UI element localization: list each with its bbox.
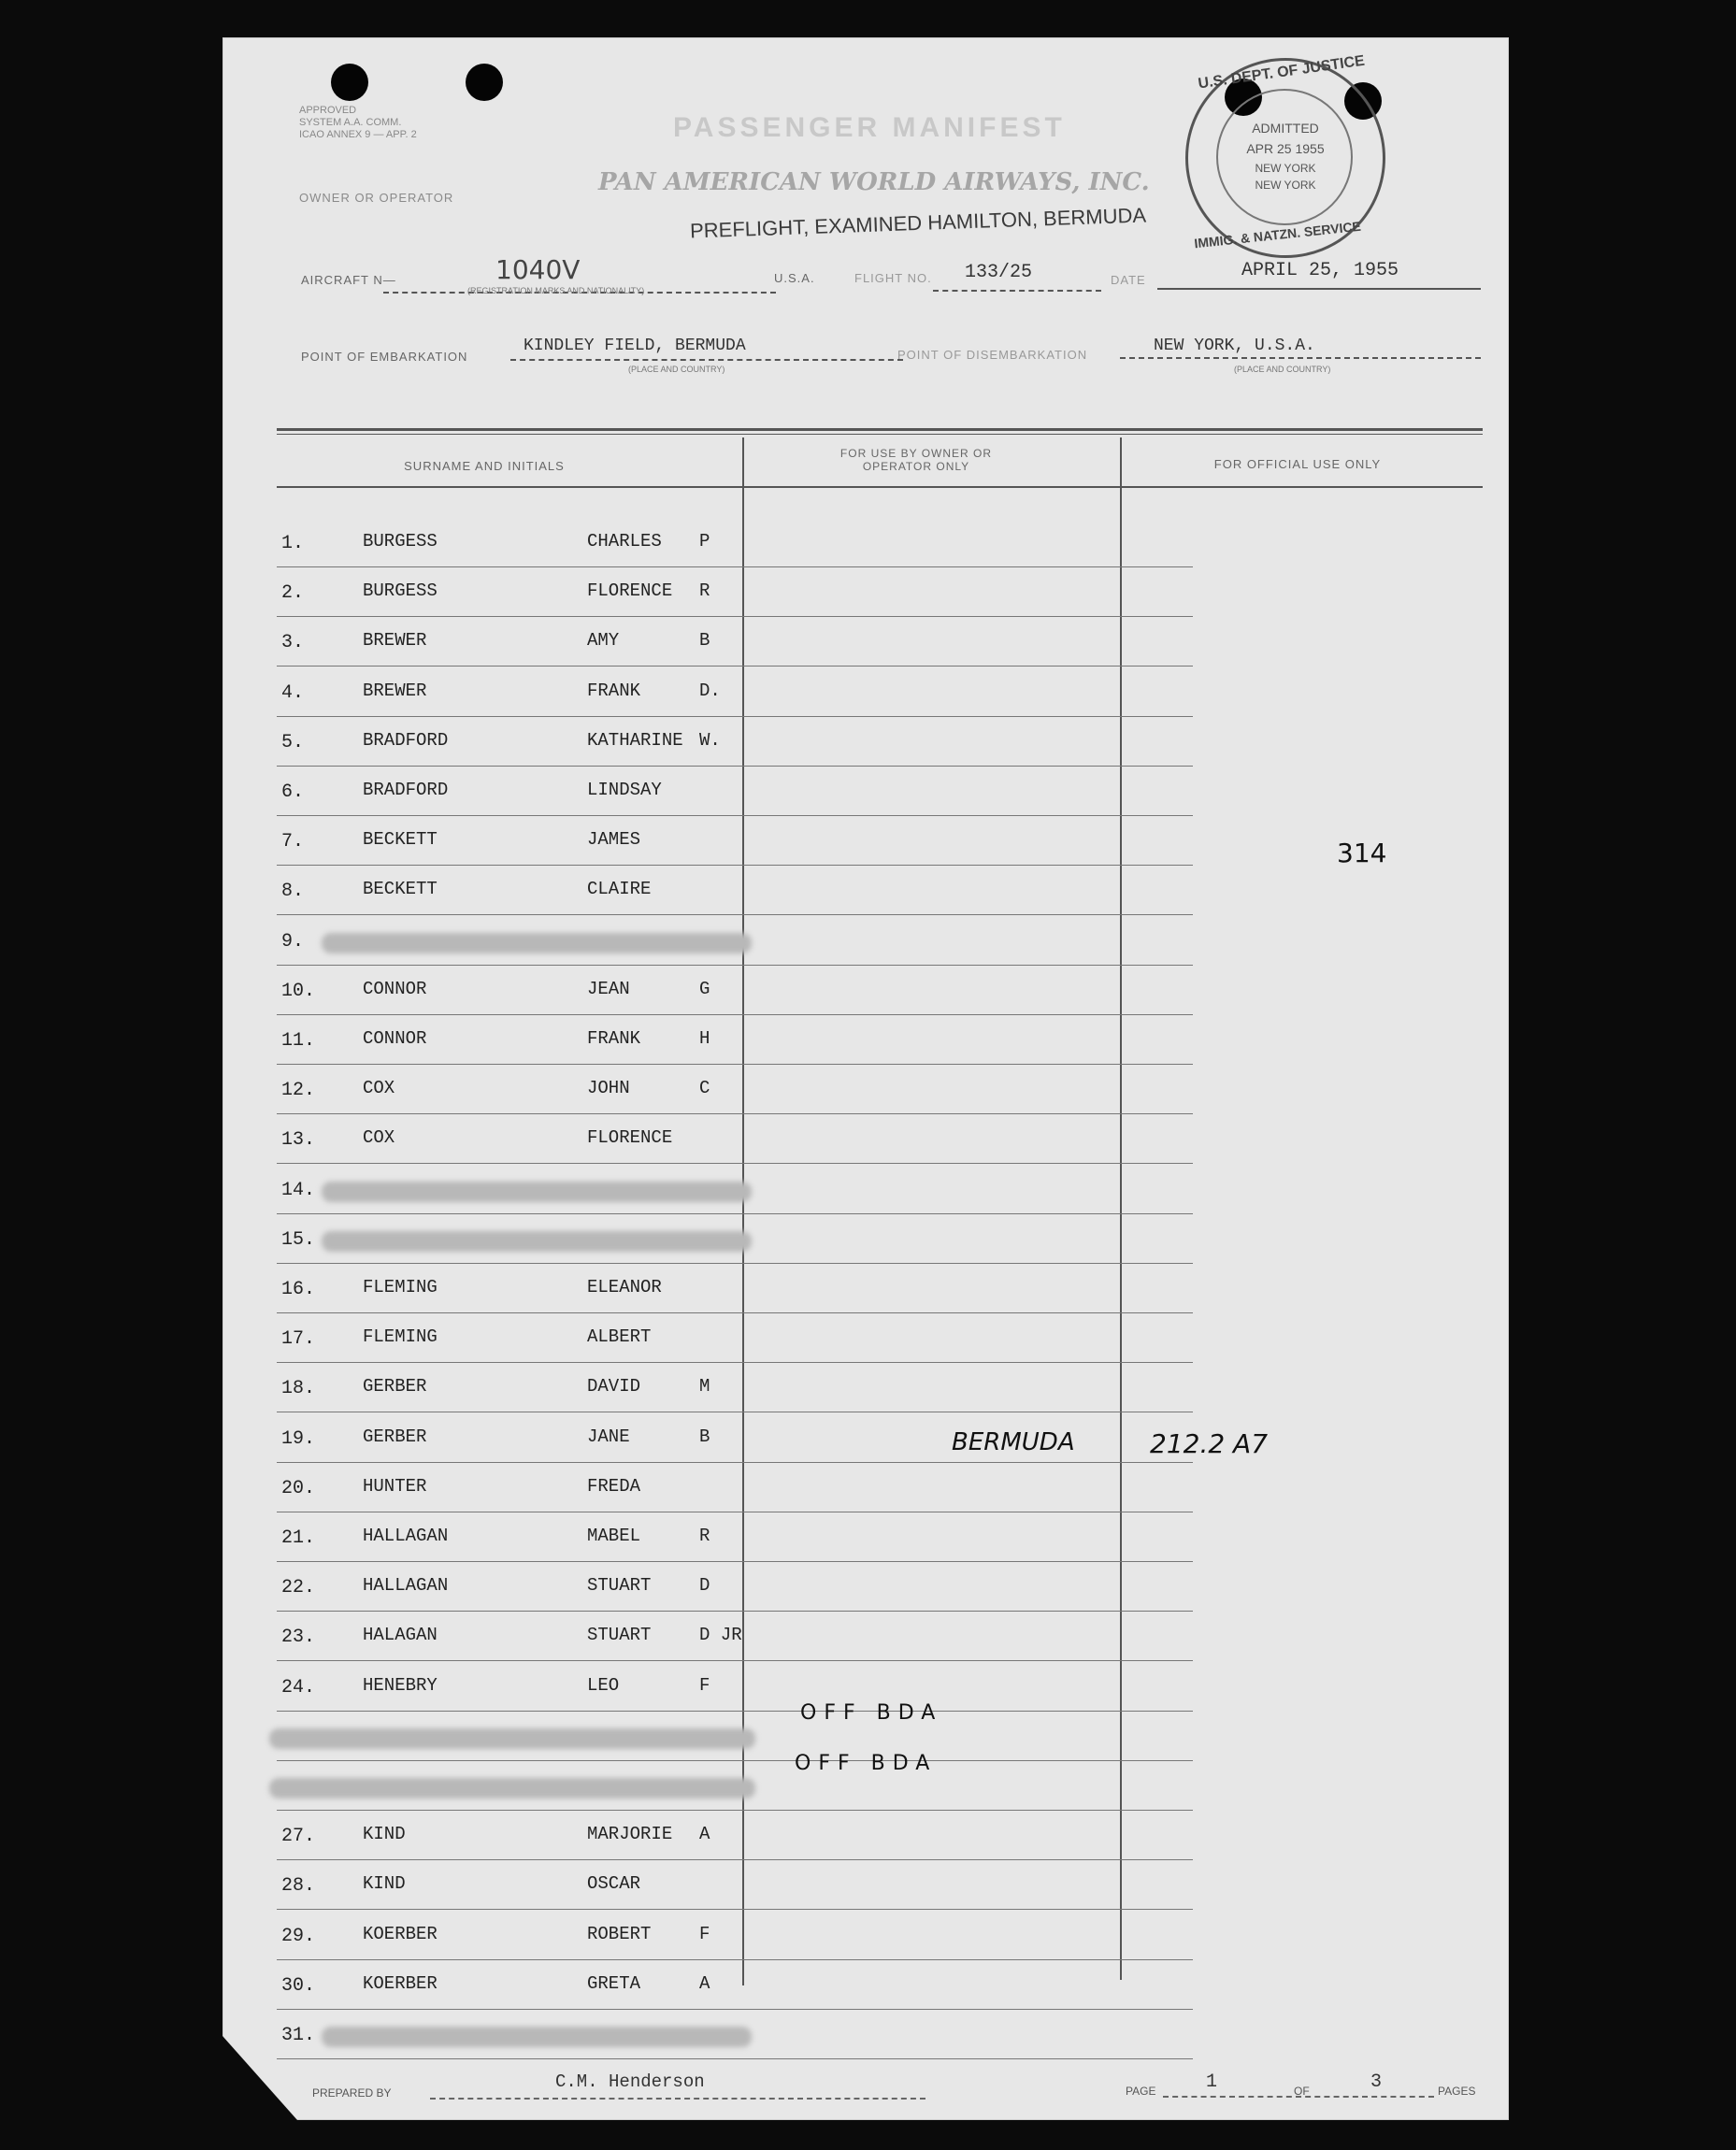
flight-value: 133/25 xyxy=(965,262,1033,283)
passenger-row xyxy=(277,1017,1455,1067)
passenger-number: 29. xyxy=(281,1925,316,1947)
row-rule xyxy=(277,766,1193,767)
passenger-given-name: DAVID xyxy=(587,1376,641,1398)
passenger-given-name: ELEANOR xyxy=(587,1277,662,1297)
handwritten-code: 212.2 A7 xyxy=(1150,1428,1269,1459)
page-value: 1 xyxy=(1206,2071,1218,2093)
stamp-date: APR 25 1955 xyxy=(1246,141,1325,156)
row-rule xyxy=(277,1810,1193,1811)
passenger-row xyxy=(277,1365,1455,1414)
passenger-given-name: KATHARINE xyxy=(587,729,683,751)
passenger-given-name: OSCAR xyxy=(587,1873,641,1895)
passenger-initial: R xyxy=(699,580,710,602)
embarkation-value: KINDLEY FIELD, BERMUDA xyxy=(524,337,746,355)
row-rule xyxy=(277,1014,1193,1015)
passenger-number: 5. xyxy=(281,731,305,753)
passenger-row xyxy=(277,520,1455,569)
passenger-number: 14. xyxy=(281,1179,316,1201)
registration-caption: (REGISTRATION MARKS AND NATIONALITY) xyxy=(467,286,645,295)
manifest-sheet xyxy=(222,37,1509,2120)
page-label: PAGE xyxy=(1126,2085,1156,2098)
stamp-status: ADMITTED xyxy=(1252,121,1319,136)
passenger-surname: GERBER xyxy=(363,1376,427,1398)
disembarkation-value: NEW YORK, U.S.A. xyxy=(1154,337,1315,355)
passenger-initial: B xyxy=(699,1426,710,1447)
date-value: APRIL 25, 1955 xyxy=(1241,260,1399,281)
passenger-given-name: CLAIRE xyxy=(587,879,652,900)
passenger-row xyxy=(277,1315,1455,1365)
passenger-number: 20. xyxy=(281,1477,316,1499)
passenger-number: 8. xyxy=(281,881,305,903)
passenger-number: 1. xyxy=(281,533,305,554)
passenger-given-name: JANE xyxy=(587,1426,630,1447)
passenger-row xyxy=(277,1564,1455,1613)
date-label: DATE xyxy=(1111,273,1146,287)
passenger-number: 13. xyxy=(281,1129,316,1152)
passenger-row xyxy=(277,1913,1455,1962)
passenger-row xyxy=(277,669,1455,719)
redaction-smudge xyxy=(269,1728,755,1749)
row-rule xyxy=(277,914,1193,915)
approval-line: ICAO ANNEX 9 — APP. 2 xyxy=(299,129,417,140)
row-rule xyxy=(277,1462,1193,1463)
passenger-number: 28. xyxy=(281,1875,316,1898)
approval-block xyxy=(299,105,417,141)
passenger-surname: KOERBER xyxy=(363,1923,438,1944)
immigration-stamp xyxy=(1185,52,1385,258)
passenger-initial: M xyxy=(699,1376,710,1398)
row-rule xyxy=(277,566,1193,567)
of-label: OF xyxy=(1294,2085,1310,2098)
embarkation-label: POINT OF EMBARKATION xyxy=(301,350,468,364)
passenger-row xyxy=(277,1465,1455,1514)
passenger-number: 30. xyxy=(281,1974,316,1997)
passenger-initial: B xyxy=(699,630,710,652)
passenger-given-name: ALBERT xyxy=(587,1326,652,1348)
passenger-initial: C xyxy=(699,1078,710,1099)
redaction-smudge xyxy=(322,1182,752,1202)
row-rule xyxy=(277,1113,1193,1114)
row-rule xyxy=(277,2009,1193,2010)
passenger-initial: G xyxy=(699,978,710,999)
row-rule xyxy=(277,1362,1193,1363)
row-rule xyxy=(277,1660,1193,1661)
passenger-initial: A xyxy=(699,1824,710,1845)
passenger-initial: D JR xyxy=(699,1625,742,1646)
passenger-row xyxy=(277,619,1455,668)
passenger-row xyxy=(277,1813,1455,1862)
table-top-rule xyxy=(277,428,1483,431)
passenger-surname: COX xyxy=(363,1078,395,1099)
row-rule xyxy=(277,1561,1193,1562)
passenger-number: 18. xyxy=(281,1378,316,1400)
passenger-surname: BECKETT xyxy=(363,829,438,851)
passenger-row xyxy=(277,818,1455,867)
torn-corner xyxy=(222,2036,297,2120)
passenger-number: 19. xyxy=(281,1427,316,1450)
passenger-surname: BREWER xyxy=(363,630,427,652)
embarkation-line xyxy=(510,359,903,361)
passenger-surname: BREWER xyxy=(363,680,427,701)
redaction-smudge xyxy=(322,933,752,953)
passenger-surname: BURGESS xyxy=(363,580,438,602)
row-rule xyxy=(277,1163,1193,1164)
passenger-given-name: JOHN xyxy=(587,1078,630,1099)
flight-line xyxy=(933,290,1101,292)
prepared-label: PREPARED BY xyxy=(312,2086,392,2100)
row-rule xyxy=(277,2058,1193,2059)
passenger-initial: R xyxy=(699,1526,710,1546)
aircraft-value: 1040V xyxy=(495,254,581,285)
passenger-surname: HALLAGAN xyxy=(363,1526,449,1546)
disembarkation-line xyxy=(1120,357,1481,359)
row-rule xyxy=(277,815,1193,816)
passenger-surname: GERBER xyxy=(363,1426,427,1447)
passenger-number: 27. xyxy=(281,1826,316,1848)
passenger-surname: HENEBRY xyxy=(363,1674,438,1696)
passenger-row xyxy=(277,1514,1455,1564)
stamp-bottom-arc: IMMIG. & NATZN. SERVICE xyxy=(1193,218,1362,251)
row-rule xyxy=(277,865,1193,866)
passenger-given-name: FRANK xyxy=(587,1028,641,1049)
stamp-inner-ring xyxy=(1216,89,1353,225)
row-rule xyxy=(277,616,1193,617)
punch-hole xyxy=(331,64,368,101)
passenger-surname: CONNOR xyxy=(363,1028,427,1049)
disembarkation-caption: (PLACE AND COUNTRY) xyxy=(1234,365,1331,374)
table-top-rule xyxy=(277,434,1483,435)
passenger-given-name: FREDA xyxy=(587,1475,641,1497)
passenger-row xyxy=(277,719,1455,768)
passenger-row xyxy=(277,1415,1455,1465)
passenger-initial: P xyxy=(699,531,710,552)
passenger-row xyxy=(277,968,1455,1017)
passenger-surname: BRADFORD xyxy=(363,780,449,800)
passenger-surname: CONNOR xyxy=(363,978,427,999)
passenger-surname: HALLAGAN xyxy=(363,1575,449,1597)
passenger-surname: KIND xyxy=(363,1824,406,1845)
passenger-number: 6. xyxy=(281,781,305,803)
passenger-initial: D xyxy=(699,1575,710,1597)
passenger-row xyxy=(277,1862,1455,1912)
passenger-row xyxy=(277,1962,1455,2012)
row-rule xyxy=(277,1312,1193,1313)
passenger-given-name: FLORENCE xyxy=(587,580,673,602)
passenger-given-name: STUART xyxy=(587,1625,652,1646)
manifest-title: PASSENGER MANIFEST xyxy=(673,112,1066,143)
row-rule xyxy=(277,1909,1193,1910)
passenger-number: 15. xyxy=(281,1228,316,1251)
passenger-initial: H xyxy=(699,1028,710,1049)
passenger-row xyxy=(277,2012,1455,2061)
passenger-surname: FLEMING xyxy=(363,1277,438,1297)
passenger-row xyxy=(277,1266,1455,1315)
stamp-city: NEW YORK xyxy=(1255,162,1316,175)
passenger-number: 16. xyxy=(281,1279,316,1300)
row-rule xyxy=(277,716,1193,717)
passenger-number: 23. xyxy=(281,1627,316,1649)
column-header-owner: FOR USE BY OWNER OR OPERATOR ONLY xyxy=(839,447,993,473)
passenger-row xyxy=(277,867,1455,917)
passenger-row xyxy=(277,1067,1455,1116)
row-rule xyxy=(277,1611,1193,1612)
row-rule xyxy=(277,1213,1193,1214)
passenger-number: 17. xyxy=(281,1328,316,1351)
offline-note: OFF BDA xyxy=(795,1752,938,1775)
usa-label: U.S.A. xyxy=(774,271,815,285)
page-line xyxy=(1163,2096,1434,2098)
passenger-surname: KIND xyxy=(363,1873,406,1895)
passenger-initial: W. xyxy=(699,729,721,751)
passenger-row xyxy=(277,1167,1455,1216)
passenger-surname: BURGESS xyxy=(363,531,438,552)
aircraft-label: AIRCRAFT N— xyxy=(301,273,396,287)
row-rule xyxy=(277,1711,1193,1712)
passenger-number: 31. xyxy=(281,2025,316,2046)
passenger-number: 11. xyxy=(281,1030,316,1052)
column-header-names: SURNAME AND INITIALS xyxy=(404,459,565,473)
passenger-initial: A xyxy=(699,1972,710,1994)
offline-note: OFF BDA xyxy=(800,1701,943,1725)
passenger-initial: F xyxy=(699,1923,710,1944)
passenger-given-name: JEAN xyxy=(587,978,630,999)
redaction-smudge xyxy=(322,2027,752,2047)
passenger-number: 21. xyxy=(281,1527,316,1549)
approval-line: APPROVED xyxy=(299,105,357,116)
disembarkation-label: POINT OF DISEMBARKATION xyxy=(897,348,1088,362)
passenger-given-name: FRANK xyxy=(587,680,641,701)
prepared-line xyxy=(430,2098,925,2100)
passenger-number: 4. xyxy=(281,681,305,704)
preflight-stamp: PREFLIGHT, EXAMINED HAMILTON, BERMUDA xyxy=(689,203,1147,243)
passenger-given-name: FLORENCE xyxy=(587,1127,673,1149)
passenger-initial: F xyxy=(699,1674,710,1696)
passenger-row xyxy=(277,1116,1455,1166)
passenger-initial: D. xyxy=(699,680,721,701)
punch-hole xyxy=(466,64,503,101)
passenger-surname: HUNTER xyxy=(363,1475,427,1497)
of-value: 3 xyxy=(1370,2071,1383,2093)
passenger-surname: COX xyxy=(363,1127,395,1149)
column-header-official: FOR OFFICIAL USE ONLY xyxy=(1213,457,1382,471)
passenger-number: 9. xyxy=(281,930,305,953)
redaction-smudge xyxy=(269,1778,755,1799)
passenger-surname: BECKETT xyxy=(363,879,438,900)
passenger-surname: FLEMING xyxy=(363,1326,438,1348)
passenger-given-name: MARJORIE xyxy=(587,1824,673,1845)
row-rule xyxy=(277,1064,1193,1065)
row-rule xyxy=(277,1859,1193,1860)
passenger-number: 2. xyxy=(281,582,305,605)
row-rule xyxy=(277,1263,1193,1264)
passenger-row xyxy=(277,569,1455,619)
passenger-given-name: MABEL xyxy=(587,1526,641,1546)
passenger-given-name: STUART xyxy=(587,1575,652,1597)
passenger-number: 12. xyxy=(281,1080,316,1102)
passenger-row xyxy=(277,1613,1455,1663)
stamp-top-arc: U.S. DEPT. OF JUSTICE xyxy=(1197,52,1366,93)
flight-label: FLIGHT NO. xyxy=(854,271,932,285)
passenger-row xyxy=(277,918,1455,968)
passenger-given-name: AMY xyxy=(587,630,620,652)
passenger-given-name: ROBERT xyxy=(587,1923,652,1944)
row-rule xyxy=(277,965,1193,966)
official-note: 314 xyxy=(1337,838,1387,868)
owner-label: OWNER OR OPERATOR xyxy=(299,191,454,205)
passenger-number: 24. xyxy=(281,1676,316,1698)
passenger-given-name: LINDSAY xyxy=(587,780,662,800)
row-rule xyxy=(277,1760,1193,1761)
passenger-surname: BRADFORD xyxy=(363,729,449,751)
approval-line: SYSTEM A.A. COMM. xyxy=(299,117,402,128)
passenger-given-name: CHARLES xyxy=(587,531,662,552)
passenger-number: 3. xyxy=(281,632,305,654)
handwritten-bermuda: BERMUDA xyxy=(952,1428,1075,1456)
date-line xyxy=(1157,288,1481,290)
passenger-number: 10. xyxy=(281,980,316,1002)
passenger-number: 7. xyxy=(281,831,305,853)
passenger-row xyxy=(277,768,1455,818)
pages-label: PAGES xyxy=(1438,2085,1476,2098)
stamp-city: NEW YORK xyxy=(1255,179,1316,192)
passenger-surname: HALAGAN xyxy=(363,1625,438,1646)
row-rule xyxy=(277,1959,1193,1960)
passenger-row xyxy=(277,1216,1455,1266)
passenger-given-name: GRETA xyxy=(587,1972,641,1994)
redaction-smudge xyxy=(322,1231,752,1252)
passenger-surname: KOERBER xyxy=(363,1972,438,1994)
passenger-number: 22. xyxy=(281,1577,316,1599)
header-bottom-rule xyxy=(277,486,1483,488)
passenger-given-name: LEO xyxy=(587,1674,620,1696)
airline-name: PAN AMERICAN WORLD AIRWAYS, INC. xyxy=(598,168,1150,196)
embarkation-caption: (PLACE AND COUNTRY) xyxy=(628,365,725,374)
prepared-value: C.M. Henderson xyxy=(555,2071,705,2092)
passenger-given-name: JAMES xyxy=(587,829,641,851)
